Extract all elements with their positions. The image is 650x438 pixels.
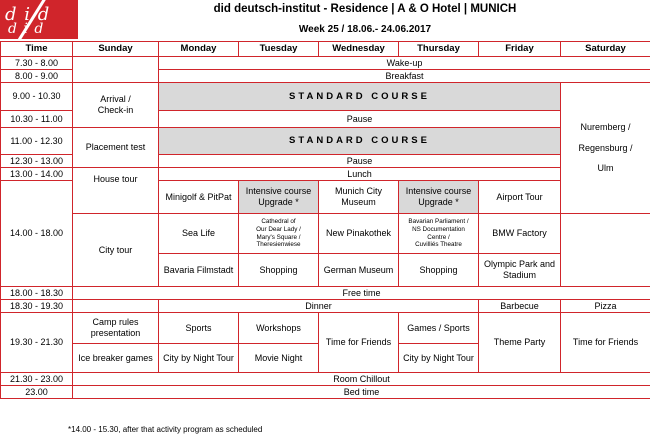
friday-evening-cell: Theme Party [479,313,561,373]
row-free-time [1,287,650,300]
thursday-intensive-cell: Intensive course Upgrade * [399,181,479,214]
row-dinner [1,300,650,313]
col-tuesday: Tuesday [239,42,319,57]
sunday-arrival-cell [73,83,159,128]
wednesday-activity-1: Munich City Museum [319,181,399,214]
time-cell: 18.30 - 19.30 [1,300,73,313]
row-lunch [1,168,650,181]
sunday-placement-cell: Placement test [73,128,159,168]
wakeup-cell: Wake-up [159,57,650,70]
time-cell: 11.00 - 12.30 [1,128,73,155]
friday-activity-2: BMW Factory [479,214,561,254]
row-course-1 [1,83,650,111]
did-logo [0,0,78,39]
arrival-label: Arrival / [100,94,131,105]
row-chillout [1,373,650,386]
pause-cell: Pause [159,155,561,168]
pause-cell: Pause [159,111,561,128]
monday-activity-3: Bavaria Filmstadt [159,254,239,287]
dinner-cell: Dinner [159,300,479,313]
saturday-trip-cell [561,83,650,214]
header-row [1,42,650,57]
bedtime-cell: Bed time [73,386,650,399]
friday-dinner-cell: Barbecue [479,300,561,313]
schedule-table [0,41,650,399]
page-title: did deutsch-institut - Residence | A & O Hotel | MUNICH [213,3,517,15]
week-label: Week 25 / 18.06.- 24.06.2017 [298,24,432,35]
sunday-camp-rules-cell: Camp rules presentation [73,313,159,344]
logo-text-bottom: d i d [8,21,45,37]
time-cell: 7.30 - 8.00 [1,57,73,70]
time-cell: 12.30 - 13.00 [1,155,73,168]
col-saturday: Saturday [561,42,650,57]
tuesday-activity-2-line: Our Dear Lady / [256,225,301,233]
logo-text-top: d i d [5,4,51,25]
tuesday-activity-2-line: Mary's Square / [256,233,301,241]
sunday-icebreaker-cell: Ice breaker games [73,344,159,373]
time-cell: 14.00 - 18.00 [1,181,73,287]
wednesday-activity-3: German Museum [319,254,399,287]
monday-activity-1: Minigolf & PitPat [159,181,239,214]
row-bedtime [1,386,650,399]
sunday-house-tour-cell: House tour [73,168,159,214]
tuesday-activity-2-line: Cathedral of [261,218,296,226]
row-evening-1 [1,313,650,344]
saturday-dinner-cell: Pizza [561,300,650,313]
sunday-dinner-empty [73,300,159,313]
chillout-cell: Room Chillout [73,373,650,386]
friday-activity-1: Airport Tour [479,181,561,214]
tuesday-evening-1: Workshops [239,313,319,344]
footnote: *14.00 - 15.30, after that activity program as scheduled [68,425,263,434]
monday-activity-2: Sea Life [159,214,239,254]
col-monday: Monday [159,42,239,57]
saturday-evening-cell: Time for Friends [561,313,650,373]
col-thursday: Thursday [399,42,479,57]
thursday-activity-2-line: Bavarian Parliament / [408,218,469,226]
standard-course-cell: STANDARD COURSE [159,83,561,111]
sunday-empty-cell [73,57,159,83]
free-time-cell: Free time [73,287,650,300]
col-friday: Friday [479,42,561,57]
tuesday-activity-2-line: Theresienwiese [256,241,301,249]
thursday-activity-2-line: Cuvilliés Theatre [415,241,462,249]
sunday-city-tour-cell: City tour [73,214,159,287]
time-cell: 8.00 - 9.00 [1,70,73,83]
time-cell: 10.30 - 11.00 [1,111,73,128]
row-wakeup [1,57,650,70]
thursday-evening-1: Games / Sports [399,313,479,344]
standard-course-cell: STANDARD COURSE [159,128,561,155]
checkin-label: Check-in [97,105,134,115]
monday-evening-1: Sports [159,313,239,344]
thursday-activity-2-line: Centre / [427,233,450,241]
tuesday-evening-2: Movie Night [239,344,319,373]
thursday-activity-3: Shopping [399,254,479,287]
row-course-2 [1,128,650,155]
breakfast-cell: Breakfast [159,70,650,83]
trip-line-2: Regensburg / [578,142,633,153]
trip-line-3: Ulm [597,163,614,174]
tuesday-intensive-cell: Intensive course Upgrade * [239,181,319,214]
trip-line-1: Nuremberg / [580,121,631,132]
time-cell: 9.00 - 10.30 [1,83,73,111]
time-cell: 19.30 - 21.30 [1,313,73,373]
monday-evening-2: City by Night Tour [159,344,239,373]
lunch-cell: Lunch [159,168,561,181]
col-sunday: Sunday [73,42,159,57]
time-cell: 21.30 - 23.00 [1,373,73,386]
time-cell: 23.00 [1,386,73,399]
wednesday-evening-cell: Time for Friends [319,313,399,373]
col-wednesday: Wednesday [319,42,399,57]
tuesday-activity-3: Shopping [239,254,319,287]
col-time: Time [1,42,73,57]
friday-activity-3: Olympic Park and Stadium [479,254,561,287]
time-cell: 18.00 - 18.30 [1,287,73,300]
row-activity-2 [1,214,650,254]
thursday-activity-2-line: NS Documentation [412,225,465,233]
thursday-activity-2 [399,214,479,254]
tuesday-activity-2 [239,214,319,254]
wednesday-activity-2: New Pinakothek [319,214,399,254]
thursday-evening-2: City by Night Tour [399,344,479,373]
time-cell: 13.00 - 14.00 [1,168,73,181]
